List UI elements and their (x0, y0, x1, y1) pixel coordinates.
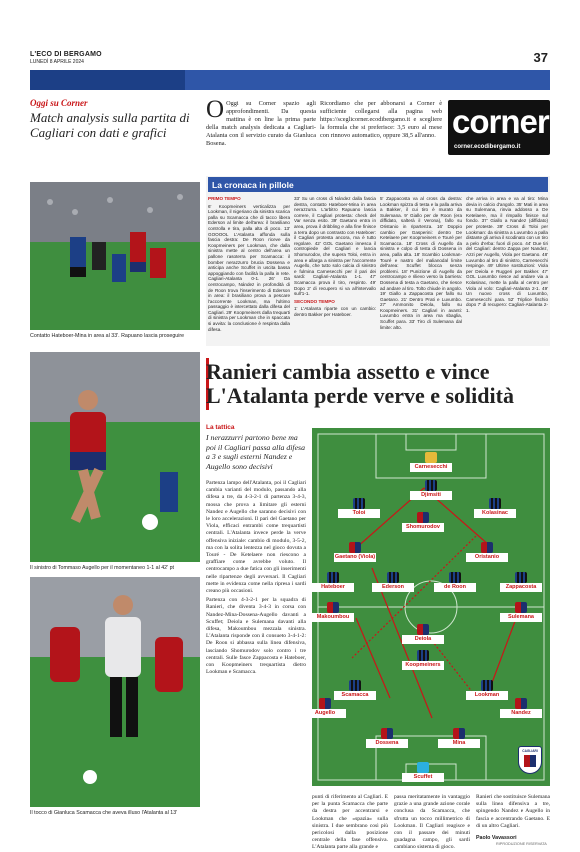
masthead (30, 48, 550, 68)
player-shirt (449, 572, 461, 583)
player-scamacca (342, 680, 368, 702)
player-toloi (346, 498, 372, 520)
player-name: Scuffet (402, 773, 444, 782)
player-shirt (417, 624, 429, 635)
promo-text-2: Ricordiamo che per abbonarsi a Corner è sufficiente collegarsi alla pagina web https://sceglicorner.ecodibergamo.it e scegliere la formula che si preferisce: 3,5 euro al mese con rinnovo automatico, oppure 38,5 all'anno. (320, 100, 442, 139)
player-shirt (481, 542, 493, 553)
player-lookman (474, 680, 500, 702)
player-augello (312, 698, 338, 720)
section-banner-left (30, 70, 185, 90)
article-col-2 (312, 794, 388, 851)
player-shirt (349, 680, 361, 691)
article-col-3-text: passa meritatamente in vantaggio grazie a una grande azione corale conclusa da Scamacca, che sfrutta un tocco millimetrico di Lookman. Il Cagliari reagisce e con il passare dei minuti guadagna campo, gli sardi cambiano sistema di gioco. (394, 794, 470, 851)
player-koopmeiners (405, 650, 441, 672)
player-shirt (327, 572, 339, 583)
player-deiola (410, 624, 436, 646)
photo-2-caption: Il sinistro di Tommaso Augello per il momentaneo 1-1 al 42' pt (30, 565, 175, 571)
player-name: Augello (304, 709, 346, 718)
player-name: Zappacosta (500, 583, 542, 592)
photo-scamacca-goal (30, 577, 200, 807)
player-shirt (515, 602, 527, 613)
player-ederson (380, 572, 406, 594)
photo-3-caption: Il tocco di Gianluca Scamacca che aveva illuso l'Atalanta al 13' (30, 810, 178, 816)
player-dossena (374, 728, 400, 750)
article-col-3 (394, 794, 470, 851)
player-shomurodov (406, 512, 440, 534)
cronaca-col-2 (294, 196, 376, 346)
cronaca-col-1 (208, 196, 290, 346)
cronaca-col-3-text: 5' Zappacosta va al cross da destra: Lookman spizza di testa e la palla arriva a Bakker, il cui tiro è murato da Sulemana. 9' Giallo per de Roon (era diffidato, salterà il Verona), fallo su Oristanio in ripartenza. 16' Doppio cambio per Gasperini: dentro De Ketelaere per Koopmeiners e Touré per Scamacca. 18' Cross di Augello da sinistra e colpo di testa di Dossena in area, palla alta. 18' Scambio Lookman-Touré e nastro del malianodal limite dell'area: Scuffet blocca senza problemi. 18' Punizione di Augello da centrocampo e rilievo verso la barriera: Dossena di testa a Gaetano, che riesce ad andare al tiro. Tolto chiude in angolo. 19' Giallo a Zappacosta per fallo su Gaetano. 21' Dentro Prati e Luvumbo. 27' Ammonito Deiola, fallo su Koopmeiners. 31' Cagliari in avanti: Luvumbo entra in area ma sbaglia, Scuffet para. 33' Tiro di Sulemana dal limite: alto. (380, 196, 462, 330)
player-gaetano (334, 542, 376, 564)
player-name: Makoumbou (312, 613, 354, 622)
cagliari-badge-icon (518, 746, 542, 774)
player-name: Hateboer (312, 583, 354, 592)
player-de-roon (442, 572, 468, 594)
cronaca-col-4 (466, 196, 548, 346)
article-col-1 (206, 480, 306, 842)
player-djimsiti (418, 480, 444, 502)
player-makoumbou (316, 602, 350, 624)
photo-hateboer-mina (30, 182, 200, 330)
lineup-pitch (312, 428, 550, 786)
player-sulemana (508, 602, 534, 624)
player-shirt (515, 698, 527, 709)
cagliari-badge-text: CAGLIARI (522, 749, 538, 753)
player-name: Djimsiti (410, 491, 452, 500)
headline-2: L'Atalanta perde verve e solidità (206, 383, 514, 408)
cronaca-col-3 (380, 196, 462, 346)
photo-3-illustration (30, 577, 200, 807)
player-carnesecchi (414, 452, 448, 474)
paper-name: L'ECO DI BERGAMO (30, 51, 102, 58)
secondo-tempo-label: SECONDO TEMPO (294, 298, 335, 304)
promo-dropcap: O (206, 96, 225, 123)
player-name: Koopmeiners (402, 661, 444, 670)
primo-tempo-label: PRIMO TEMPO (208, 196, 241, 201)
player-name: Deiola (402, 635, 444, 644)
player-shirt (489, 498, 501, 509)
promo-text-1-body: Oggi su Corner spazio agli approfondimenti. Da questa mattina è on line la prima parte della match analysis dedicata a Cagliari-Atalanta con il servizio curato da Gianluca Bosena. (206, 100, 316, 147)
player-shirt (381, 728, 393, 739)
article-summary: I nerazzurri partono bene ma poi il Cagliari passa alla difesa a 3 e sugli esterni Nandez e Augello sono decisivi (206, 433, 305, 471)
issue-date: LUNEDÌ 8 APRILE 2024 (30, 59, 84, 65)
player-name: Ederson (372, 583, 414, 592)
corner-logo-url: corner.ecodibergamo.it (454, 144, 521, 150)
cronaca-title: La cronaca in pillole (208, 177, 548, 192)
promo-text-1 (206, 96, 316, 148)
article-col-1-text: Partenza lampo dell'Atalanta, poi il Cagliari cambia varianti del modulo, passando alla difesa a tre, da 4-3-2-1 di partenza 3-4-3, mossa che prova a limitare gli esterni Nandez e Augello che saranno decisivi con le loro accelerazioni. Il pari del Gaetano per Viola, efficaci entrambi come trequartisti centrali. L'Atalanta invece perde la verve offensiva iniziale: cambio di modulo, 3-5-2, ma con la solita lentezza nel gioco dovuta a Touré - De Ketelaere non riescono a graffiare come avrebbe voluto. Il centrocampo a due fatica con gli inserimenti nelle ripartenze degli avversari. Il Cagliari mette in evidenza come nella ripresa i sardi creano più occasioni. (206, 480, 306, 595)
player-name: Scamacca (334, 691, 376, 700)
player-shirt (417, 650, 429, 661)
player-kolasinac (482, 498, 508, 520)
cronaca-col-2-text: 33' Su un cross di Nández dalla fascia destra, contatto Hateboer-Mina in area nerazzurra. L'arbitro Rapuano lascia correre, il Cagliari protesta: check del Var senza esito. 39' Gaetano entra in area, prova il dribbling e alla fine finisce a terra dopo un contrasto con Hateboer: il Cagliari protesta ancora, ma è tutto regolare. 42' GOL Gaetano innesca il contropiede del Cagliari e lancia Shomurodov, che supera Toloi, entra in area e allarga a sinistra per l'accorrente Augello, che tutto solo calcia di sinistro e fulmina Carnesecchi per il pari dei sardi: Cagliari-Atalanta 1-1. 47' Scamacca prova il tiro, respinto. 49' Dopo 2' di recupero si va all'intervallo sull'1-1. (294, 196, 376, 297)
promo-title: Match analysis sulla partita di Cagliari con dati e grafici (30, 110, 190, 140)
player-shirt (349, 542, 361, 553)
player-mina (446, 728, 472, 750)
player-shirt (387, 572, 399, 583)
player-shirt (453, 728, 465, 739)
promo-kicker: Oggi su Corner (30, 98, 88, 108)
corner-logo-text: corner (452, 103, 549, 140)
player-name: Mina (438, 739, 480, 748)
player-shirt (417, 762, 429, 773)
player-name: Oristanio (466, 553, 508, 562)
player-shirt (353, 498, 365, 509)
article-col-4-text: Ranieri che sostituisce Sulemana sulla linea difensiva a tre, spingendo Nandez e Augello in fascia e accentrando Gaetano. E di un altro Cagliari. (476, 794, 550, 829)
article-author: Paolo Vavassori (476, 835, 517, 841)
player-name: Gaetano (Viola) (334, 554, 376, 560)
article-col-1b-text: Partenza con 4-3-2-1 per la squadra di Ranieri, che diventa 3-4-3 in corsa con Nandez-Mina-Dossena-Augello davanti a Scuffet; Deiola e Sulemana davanti alla difesa, Makoumbou mezzala sinistra. L'Atalanta risponde con il consueto 3-4-1-2: De Roon si abbassa sulla linea difensiva, lasciando Shomurodov solo contro i tre centrali. Sulle fasce Zappacosta e Hateboer, con Koopmeiners trequartista dietro Lookman e Scamacca. (206, 597, 306, 676)
player-shirt (417, 512, 429, 523)
article-col-4 (476, 794, 550, 834)
player-scuffet (410, 762, 436, 784)
page-number: 37 (533, 50, 548, 65)
player-name: de Roon (434, 583, 476, 592)
player-hateboer (320, 572, 346, 594)
player-shirt (327, 602, 339, 613)
player-name: Shomurodov (402, 523, 444, 532)
cronaca-col-1-text: 6' Koopmeiners verticalizza per Lookman, il nigeriano da sinistra scarica palla su Scamacca che di tacco libera Ederson al limite dell'area: il brasiliano controlla e tira, palla alta di poco. 13' GOOOOL L'Atalanta affonda sulla fascia destra: De Roon riceve da Koopmeiners per Lookman, che dalla sinistra mette al centro dell'area un pallone rasoterra per Scamacca: il bomber nerazzurro brucia Dossena e anticipa anche Scuffet in uscita bassa appoggiando con facilità la palla in rete. Cagliari-Atalanta 0-1. 26' Da centrocampo, Nández in profondità di de Roon trova l'inserimento di Ederson in area: il brasiliano prova a pescare l'accorrente Lookman, ma l'ultimo passaggio è intercettato dalla difesa del Cagliari. 29' Koopmeiners dalla trequarti di sinistra per Lookman che in spaccata si avvita: la conclusione è respinta dalla difesa. (208, 203, 290, 332)
photo-2-illustration (30, 352, 200, 562)
player-name: Carnesecchi (410, 463, 452, 472)
player-shirt (425, 452, 437, 463)
player-name: Lookman (466, 691, 508, 700)
player-shirt (319, 698, 331, 709)
player-name: Nandez (500, 709, 542, 718)
player-name: Kolasinac (474, 509, 516, 518)
player-oristanio (474, 542, 500, 564)
player-shirt (515, 572, 527, 583)
cronaca-col-2b-text: 1' L'Atalanta riparte con un cambio: dentro Bakker per Hateboer. (294, 306, 376, 317)
player-zappacosta (505, 572, 537, 594)
corner-logo (448, 100, 550, 155)
badge-stripe (524, 755, 536, 767)
player-name: Sulemana (500, 613, 542, 622)
player-shirt (481, 680, 493, 691)
photo-augello-goal (30, 352, 200, 562)
player-nandez (508, 698, 534, 720)
rights-footer: RIPRODUZIONE RISERVATA (496, 842, 547, 846)
player-shirt (425, 480, 437, 491)
headline-1: Ranieri cambia assetto e vince (206, 359, 490, 384)
player-name: Toloi (338, 509, 380, 518)
section-label: La tattica (206, 424, 235, 431)
article-col-2-text: punti di riferimento al Cagliari. E per la punta Scamacca che parte da destra per accentrarsi e Lookman che «spazia» sulla sinistra. I due sembrano così più pericolosi dalla posizione centrale della fase offensiva. L'Atalanta parte alla grande e (312, 794, 388, 851)
photo-1-caption: Contatto Hateboer-Mina in area al 33'. Rapuano lascia proseguire (30, 333, 185, 339)
cronaca-col-4-text: che arriva in area e va al tiro: Mina devia in calcio d'angolo. 35' Mati in area su Sulemana, rinvia addosso a De Ketelaere, ma il rimpallo finisce sul fondo. 37' Giallo a Nandez (diffidato) per proteste. 39' Cross di Toloi per Lookman: da sinistra a Luvumbo a palla distante gli arriva il scodinato con un tiro a pelo d'erba: fuori di poco. 44' Due tiri del Cagliari: dentro Zappa per Nandez, Azzi per Augello, Viola per Gaetano. 48' Luvumbo al tiro di sinistro, Carnesecchi respinge. 49' Ultime sostituzioni: Viola per Deiola e Ruggeri per Bakker. 47' GOL Luvumbo riesce ad andare via a Kolasinac, mette la palla al centro per Viola al volo: Cagliari-Atalanta 2-1. 49' Un nuovo cross di Luvumbo, Carnesecchi para. 52' Triplice fischio dopo 7' di recupero: Cagliari-Atalanta 2-1. (466, 196, 548, 313)
photo-1-illustration (30, 182, 200, 330)
player-name: Dossena (366, 739, 408, 748)
